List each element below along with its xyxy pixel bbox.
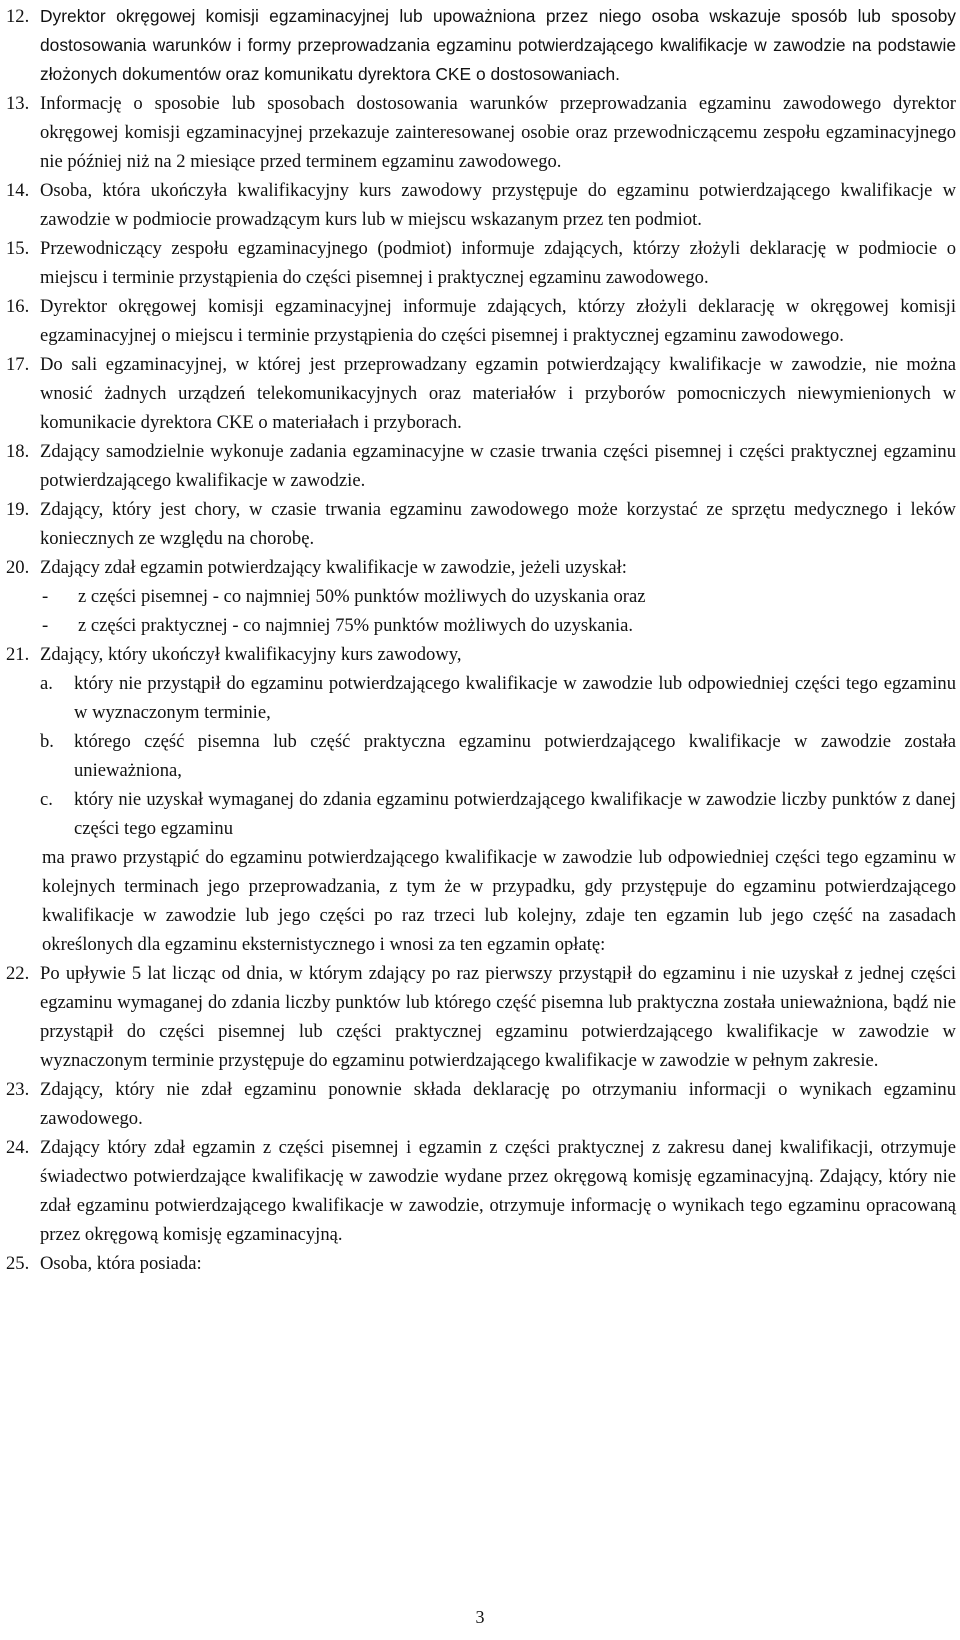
item-text: Dyrektor okręgowej komisji egzaminacyjnej lub upoważniona przez niego osoba wskazuje sposób lub sposoby dostosowania warunków i formy przeprowadzania egzaminu potwierdzającego kwalifikacje w zawodzie na podstawie złożonych dokumentów oraz komunikatu dyrektora CKE o dostosowaniach. [40,6,956,84]
letter-item [40,727,956,785]
item-text: Zdający zdał egzamin potwierdzający kwalifikacje w zawodzie, jeżeli uzyskał: [40,557,627,578]
item-number: 16. [6,296,30,317]
dash-sublist [40,582,956,640]
item-number: 22. [6,963,30,984]
letter-item [40,669,956,727]
item-text: Informację o sposobie lub sposobach dostosowania warunków przeprowadzania egzaminu zawodowego dyrektor okręgowej komisji egzaminacyjnej przekazuje zainteresowanej osobie oraz przewodniczącemu zespołu egzaminacyjnego nie później niż na 2 miesiące przed terminem egzaminu zawodowego. [40,93,956,172]
item-text: Do sali egzaminacyjnej, w której jest przeprowadzany egzamin potwierdzający kwalifikacje w zawodzie, nie można wnosić żadnych urządzeń telekomunikacyjnych oraz materiałów i przyborów pomocniczych niewymienionych w komunikacie dyrektora CKE o materiałach i przyborach. [40,354,956,433]
list-item [6,1249,956,1278]
list-item [6,2,956,89]
dash-marker: - [42,615,49,636]
dash-item [40,611,956,640]
numbered-list [6,2,956,1278]
item-number: 18. [6,441,30,462]
item-number: 23. [6,1079,30,1100]
list-item [6,350,956,437]
continuation-paragraph: ma prawo przystąpić do egzaminu potwierdzającego kwalifikacje w zawodzie lub odpowiedniej części tego egzaminu w kolejnych terminach jego przeprowadzania, z tym że w przypadku, gdy przystępuje do egzaminu potwierdzającego kwalifikacje w zawodzie lub jego części po raz trzeci lub kolejny, zdaje ten egzamin lub jego część na zasadach określonych dla egzaminu eksternistycznego i wnosi za ten egzamin opłatę: [42,847,956,955]
item-number: 13. [6,93,30,114]
item-text: Osoba, która ukończyła kwalifikacyjny kurs zawodowy przystępuje do egzaminu potwierdzającego kwalifikacje w zawodzie w podmiocie prowadzącym kurs lub w miejscu wskazanym przez ten podmiot. [40,180,956,230]
item-number: 24. [6,1137,30,1158]
item-text: Zdający który zdał egzamin z części pisemnej i egzamin z części praktycznej z zakresu danej kwalifikacji, otrzymuje świadectwo potwierdzające kwalifikację w zawodzie wydane przez okręgową komisję egzaminacyjną. Zdający, który nie zdał egzaminu potwierdzającego kwalifikacje w zawodzie, otrzymuje informację o wynikach tego egzaminu opracowaną przez okręgową komisję egzaminacyjną. [40,1137,956,1245]
item-number: 20. [6,557,30,578]
letter-item [40,785,956,843]
item-text: Zdający samodzielnie wykonuje zadania egzaminacyjne w czasie trwania części pisemnej i części praktycznej egzaminu potwierdzającego kwalifikacje w zawodzie. [40,441,956,491]
letter-text: który nie uzyskał wymaganej do zdania egzaminu potwierdzającego kwalifikacje w zawodzie liczby punktów z danej części tego egzaminu [74,789,956,839]
list-item [6,437,956,495]
item-number: 19. [6,499,30,520]
letter-text: który nie przystąpił do egzaminu potwierdzającego kwalifikacje w zawodzie lub odpowiedniej części tego egzaminu w wyznaczonym terminie, [74,673,956,723]
letter-marker: a. [40,673,53,694]
item-text: Po upływie 5 lat licząc od dnia, w którym zdający po raz pierwszy przystąpił do egzaminu i nie uzyskał z jednej części egzaminu wymaganej do zdania liczby punktów lub którego część pisemna lub praktyczna została unieważniona, bądź nie przystąpił do części pisemnej lub części praktycznej egzaminu potwierdzającego kwalifikacje w zawodzie w wyznaczonym terminie przystępuje do egzaminu potwierdzającego kwalifikacje w zawodzie w pełnym zakresie. [40,963,956,1071]
dash-marker: - [42,586,49,607]
letter-marker: b. [40,731,54,752]
item-text: Dyrektor okręgowej komisji egzaminacyjnej informuje zdających, którzy złożyli deklarację w okręgowej komisji egzaminacyjnej o miejscu i terminie przystąpienia do części pisemnej i praktycznej egzaminu zawodowego. [40,296,956,346]
list-item [6,176,956,234]
item-text: Osoba, która posiada: [40,1253,202,1274]
list-item [6,234,956,292]
list-item [6,1075,956,1133]
item-number: 21. [6,644,30,665]
page-number: 3 [475,1607,485,1627]
item-number: 14. [6,180,30,201]
dash-item [40,582,956,611]
item-text: Zdający, który jest chory, w czasie trwania egzaminu zawodowego może korzystać ze sprzętu medycznego i leków koniecznych ze względu na chorobę. [40,499,956,549]
item-number: 25. [6,1253,30,1274]
list-item [6,1133,956,1249]
item-text: Zdający, który ukończył kwalifikacyjny kurs zawodowy, [40,644,462,665]
list-item [6,89,956,176]
list-item [6,495,956,553]
letter-sublist [40,669,956,843]
letter-text: którego część pisemna lub część praktyczna egzaminu potwierdzającego kwalifikacje w zawodzie została unieważniona, [74,731,956,781]
dash-text: z części praktycznej - co najmniej 75% punktów możliwych do uzyskania. [78,615,634,636]
item-text: Przewodniczący zespołu egzaminacyjnego (podmiot) informuje zdających, którzy złożyli deklarację w podmiocie o miejscu i terminie przystąpienia do części pisemnej i praktycznej egzaminu zawodowego. [40,238,956,288]
list-item [6,959,956,1075]
item-body [40,553,956,640]
item-number: 12. [6,6,30,27]
list-item [6,640,956,959]
item-body [40,640,956,959]
list-item [6,553,956,640]
item-text: Zdający, który nie zdał egzaminu ponownie składa deklarację po otrzymaniu informacji o wynikach egzaminu zawodowego. [40,1079,956,1129]
letter-marker: c. [40,789,53,810]
item-number: 15. [6,238,30,259]
dash-text: z części pisemnej - co najmniej 50% punktów możliwych do uzyskania oraz [78,586,646,607]
list-item [6,292,956,350]
item-number: 17. [6,354,30,375]
